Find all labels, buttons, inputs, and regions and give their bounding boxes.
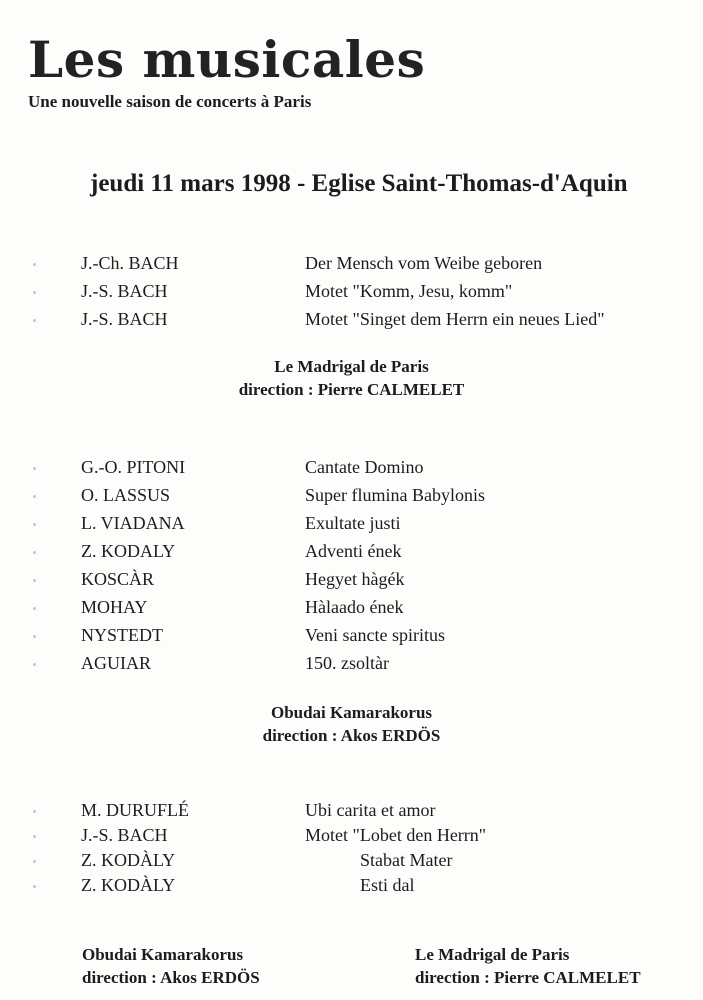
margin-dot	[33, 607, 36, 610]
work-title: 150. zsoltàr	[305, 653, 389, 673]
page-title: Les musicales	[28, 30, 426, 89]
composer: Z. KODALY	[81, 541, 176, 561]
margin-dot	[33, 495, 36, 498]
margin-dot	[33, 467, 36, 470]
work-title: Ubi carita et amor	[305, 800, 436, 820]
composer: J.-S. BACH	[81, 309, 168, 329]
work-title: Super flumina Babylonis	[305, 485, 485, 505]
ensemble-name: Le Madrigal de Paris	[274, 357, 429, 376]
performer-block	[0, 355, 703, 401]
composer: J.-S. BACH	[81, 281, 168, 301]
composer: O. LASSUS	[81, 485, 171, 505]
composer: J.-S. BACH	[81, 825, 168, 845]
work-title: Hegyet hàgék	[305, 569, 405, 589]
ensemble-name: Obudai Kamarakorus	[270, 703, 433, 722]
work-title: Motet "Lobet den Herrn"	[305, 825, 487, 845]
performer-block	[0, 701, 703, 747]
margin-dot	[33, 835, 36, 838]
work-title: Stabat Mater	[360, 850, 453, 870]
composer: Z. KODÀLY	[81, 875, 176, 895]
program-row	[0, 485, 703, 513]
program-row	[0, 457, 703, 485]
work-title: Veni sancte spiritus	[305, 625, 445, 645]
program-row	[0, 541, 703, 569]
margin-dot	[33, 635, 36, 638]
program-row	[0, 625, 703, 653]
composer: Z. KODÀLY	[81, 850, 176, 870]
program-row	[0, 850, 703, 878]
work-title: Hàlaado ének	[305, 597, 404, 617]
ensemble-direction: direction : Akos ERDÖS	[262, 726, 441, 745]
program-row	[0, 825, 703, 853]
work-title: Cantate Domino	[305, 457, 424, 477]
composer: L. VIADANA	[81, 513, 185, 533]
program-row	[0, 253, 703, 281]
margin-dot	[33, 263, 36, 266]
page-subtitle: Une nouvelle saison de concerts à Paris	[28, 92, 312, 111]
program-row	[0, 281, 703, 309]
margin-dot	[33, 291, 36, 294]
margin-dot	[33, 551, 36, 554]
margin-dot	[33, 860, 36, 863]
composer: M. DURUFLÉ	[81, 800, 190, 820]
work-title: Adventi ének	[305, 541, 402, 561]
composer: J.-Ch. BACH	[81, 253, 179, 273]
composer: KOSCÀR	[81, 569, 155, 589]
program-row	[0, 513, 703, 541]
ensemble-direction: direction : Akos ERDÖS	[82, 968, 260, 987]
ensemble-name: Le Madrigal de Paris	[415, 945, 570, 964]
work-title: Exultate justi	[305, 513, 401, 533]
work-title: Motet "Singet dem Herrn ein neues Lied"	[305, 309, 605, 329]
work-title: Der Mensch vom Weibe geboren	[305, 253, 543, 273]
margin-dot	[33, 810, 36, 813]
program-row	[0, 875, 703, 903]
margin-dot	[33, 663, 36, 666]
composer: NYSTEDT	[81, 625, 163, 645]
ensemble-name: Obudai Kamarakorus	[82, 945, 244, 964]
work-title: Motet "Komm, Jesu, komm"	[305, 281, 513, 301]
margin-dot	[33, 579, 36, 582]
composer: G.-O. PITONI	[81, 457, 186, 477]
program-row	[0, 800, 703, 828]
ensemble-direction: direction : Pierre CALMELET	[415, 968, 641, 987]
work-title: Esti dal	[360, 875, 415, 895]
composer: AGUIAR	[81, 653, 151, 673]
footer-performer-left	[82, 943, 260, 989]
ensemble-direction: direction : Pierre CALMELET	[238, 380, 465, 399]
composer: MOHAY	[81, 597, 148, 617]
margin-dot	[33, 885, 36, 888]
program-row	[0, 309, 703, 337]
program-row	[0, 597, 703, 625]
program-row	[0, 653, 703, 681]
margin-dot	[33, 523, 36, 526]
program-row	[0, 569, 703, 597]
concert-date-venue: jeudi 11 mars 1998 - Eglise Saint-Thomas-d'Aquin	[90, 170, 628, 197]
footer-performer-right	[415, 943, 641, 989]
margin-dot	[33, 319, 36, 322]
